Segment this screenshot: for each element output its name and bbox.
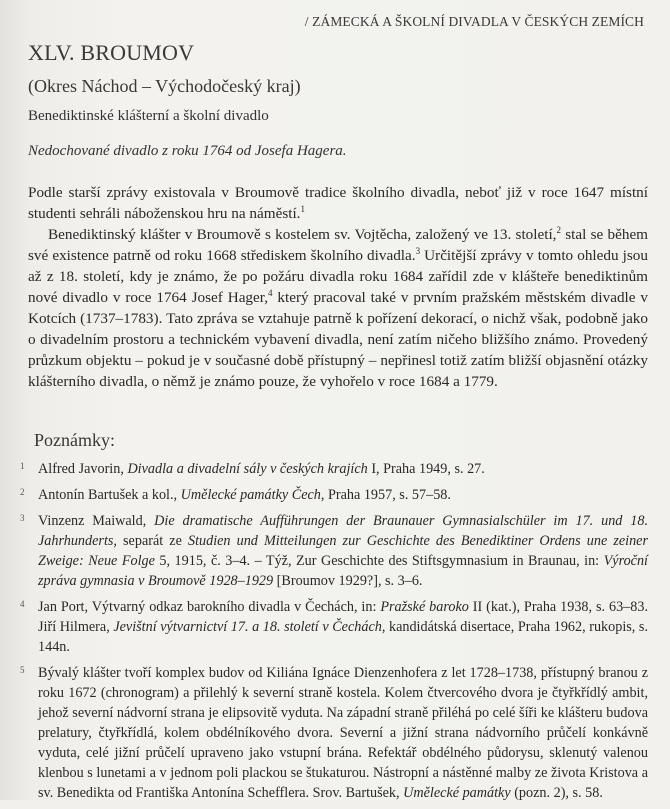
note-text: Jan Port, Výtvarný odkaz barokního divadla v Čechách, in: [38,599,381,615]
paragraph-2 [28,224,648,392]
note-text: Bývalý klášter tvoří komplex budov od Kiliána Ignáce Dienzenhofera z let 1728–1738, přístupný branou z roku 1672 (chronogram) a přilehlý k severní straně kostela. Kolem čtvercového dvora je čtyřkřídlý ambit, jehož severní nádvorní strana je elipsovitě vyduta. Na západní straně přiléhá po celé šíři ke klášteru budova prelatury, čtyřkřídlá, kolem obdélníkového dvora. Severní a jižní strana nádvorního průčelí konkávně vyduta, celé jižní průčelí upraveno jako vstupní brána. Refektář obdélného půdorysu, sklenutý valenou klenbou s lunetami a v jednom poli plackou se štukaturou. Nástropní a nástěnné malby ze života Kristova a sv. Benedikta od Františka Antonína Schefflera. Srov. Bartušek, [38,665,648,801]
paragraph-text: Podle starší zprávy existovala v Broumově tradice školního divadla, neboť již v roce 1647 místní studenti sehráli náboženskou hru na náměstí. [28,184,648,222]
note-title: Výroční zpráva gymnasia v Broumově 1928–1929 [38,553,648,589]
note-text: II (kat.), Praha 1938, s. 63–83. Jiří Hilmera, [38,599,648,635]
footnote-ref[interactable]: 2 [556,224,561,235]
footnote-ref[interactable]: 3 [415,245,421,256]
paragraph-text: Určitější zprávy v tomto ohledu jsou až z 18. století, kdy je známo, že po požáru divadla roku 1684 zařídil zde v klášteře benediktinům nové divadlo v roce 1764 Josef Hager, [28,247,648,306]
footnote-number: 3 [20,513,25,523]
chapter-title: XLV. BROUMOV [28,40,195,65]
note-text: I, Praha 1949, s. 27. [367,461,485,477]
notes-heading: Poznámky: [34,430,115,450]
footnote-ref[interactable]: 1 [300,203,305,214]
note-text: , Praha 1957, s. 57–58. [320,487,451,503]
note-title: Pražské baroko [380,599,469,615]
note-title: Die dramatische Aufführungen der Braunauer Gymnasialschüler im 17. und 18. Jahrhunderts [38,513,648,549]
footnote [20,459,648,479]
footnote-number: 2 [20,487,25,497]
paragraph-text: Benediktinský klášter v Broumově s kostelem sv. Vojtěcha, založený ve 13. století, [48,226,557,243]
footnote [20,485,648,505]
note-text: 5, 1915, č. 3–4. – Týž, Zur Geschichte des Stiftsgymnasium in Braunau, in: [154,553,604,569]
note-title: Jevištní výtvarnictví 17. a 18. století v Čechách [113,619,382,635]
paragraph-text: stal se během své existence patrně od roku 1668 střediskem školního divadla. [28,226,648,264]
footnote-number: 5 [20,665,25,675]
note-title: Umělecké památky Čech [180,487,321,503]
body-text [28,182,648,392]
running-head: / ZÁMECKÁ A ŠKOLNÍ DIVADLA V ČESKÝCH ZEMÍCH [304,14,644,29]
paragraph-1 [28,182,648,224]
note-title: Divadla a divadelní sály v českých krajích [127,461,368,477]
footnote-ref[interactable]: 4 [268,287,273,298]
note-title: Umělecké památky [403,785,511,801]
footnote-number: 1 [20,461,25,471]
note-text: , kandidátská disertace, Praha 1962, rukopis, s. 144n. [38,619,648,655]
note-text: Antonín Bartušek a kol., [38,487,181,503]
note-text: [Broumov 1929?], s. 3–6. [273,573,423,589]
paragraph-text: který pracoval také v prvním pražském městském divadle v Kotcích (1737–1783). Tato zpráva se vztahuje patrně k pořízení dekorací, o nichž však, podobně jako o divadelním prostoru a technickém vybavení divadla, není zatím ničeho bližšího známo. Provedený průzkum objektu – pokud je v současné době přístupný – nepřinesl totiž zatím bližší objasnění otázky klášterního divadla, o němž je známo pouze, že vyhořelo v roce 1684 a 1779. [28,289,648,390]
footnote [20,511,648,591]
chapter-subtitle: (Okres Náchod – Východočeský kraj) [28,76,301,96]
note-text: Alfred Javorin, [38,461,128,477]
footnote [20,663,648,803]
notes-list [20,459,648,809]
footnote [20,597,648,657]
note-text: (pozn. 2), s. 58. [510,785,603,801]
caption: Nedochované divadlo z roku 1764 od Josefa Hagera. [28,143,347,159]
note-text: Vinzenz Maiwald, [38,513,155,529]
note-text: , separát ze [113,533,188,549]
note-title: Studien und Mitteilungen zur Geschichte des Benediktiner Ordens une zeiner Zweige: Neue Folge [38,533,648,569]
footnote-number: 4 [20,599,25,609]
section-title: Benediktinské klášterní a školní divadlo [28,108,269,124]
